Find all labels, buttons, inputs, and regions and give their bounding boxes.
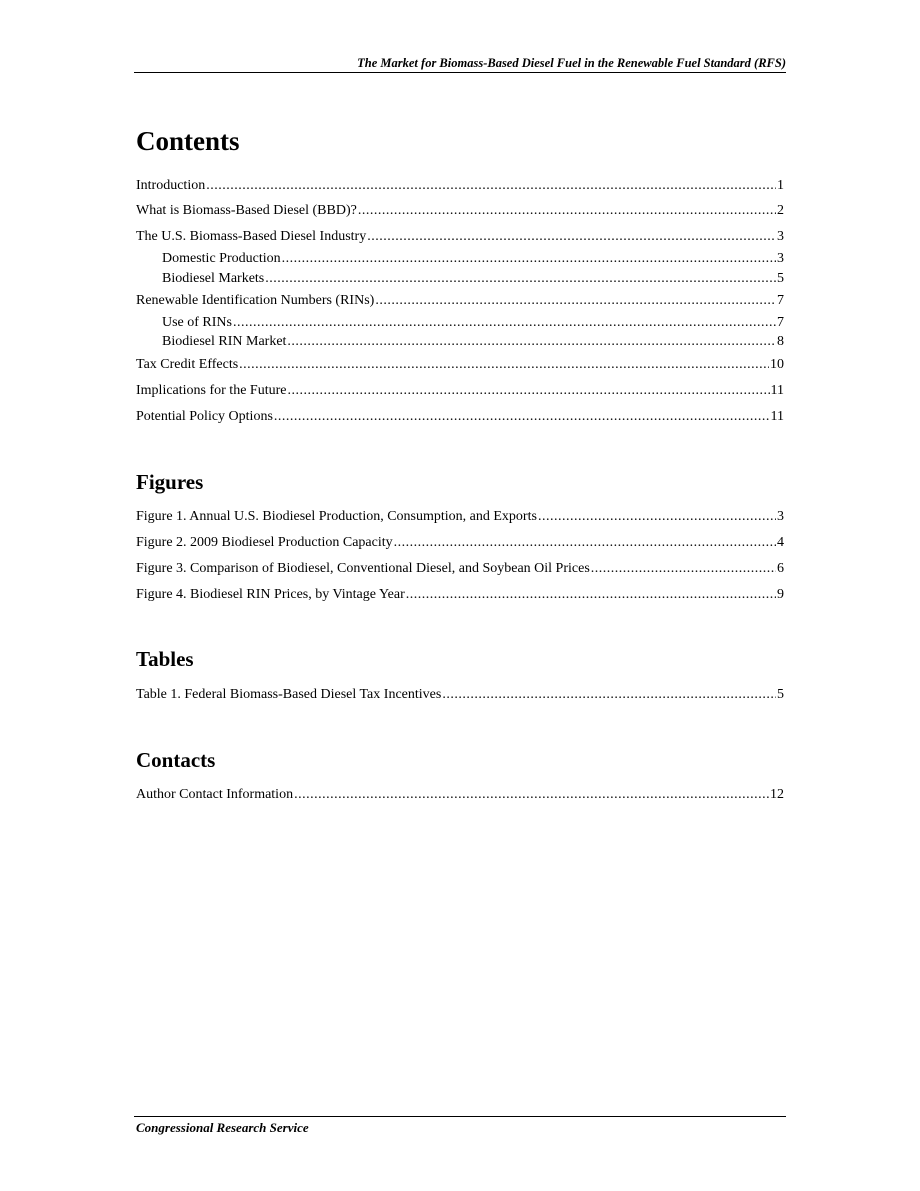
toc-entry-label: Implications for the Future (136, 383, 287, 398)
running-header: The Market for Biomass-Based Diesel Fuel in the Renewable Fuel Standard (RFS) (357, 56, 786, 70)
toc-entry-author-contact[interactable] (136, 786, 784, 804)
toc-entry-page: 3 (777, 229, 784, 244)
toc-entry-label: Table 1. Federal Biomass-Based Diesel Tax Incentives (136, 687, 442, 702)
toc-entry-figure-1[interactable] (136, 508, 784, 526)
dot-leader (287, 333, 776, 351)
toc-entry-figure-4[interactable] (136, 586, 784, 604)
dot-leader (367, 228, 776, 246)
toc-entry-page: 7 (777, 293, 784, 308)
dot-leader (406, 586, 776, 604)
toc-entry-page: 9 (777, 587, 784, 602)
toc-entry-label: Potential Policy Options (136, 409, 273, 424)
toc-entry-biodiesel-markets[interactable] (162, 270, 784, 288)
toc-entry-label: Figure 1. Annual U.S. Biodiesel Production, Consumption, and Exports (136, 509, 537, 524)
toc-entry-page: 7 (777, 315, 784, 330)
dot-leader (538, 508, 776, 526)
toc-entry-page: 3 (777, 251, 784, 266)
dot-leader (206, 177, 776, 195)
toc-entry-page: 8 (777, 334, 784, 349)
toc-entry-us-bbd-industry[interactable] (136, 228, 784, 246)
toc-entry-implications[interactable] (136, 382, 784, 400)
toc-entry-label: Biodiesel RIN Market (162, 334, 287, 349)
toc-entry-page: 12 (770, 787, 784, 802)
dot-leader (282, 250, 776, 268)
toc-entry-label: Introduction (136, 178, 206, 193)
toc-entry-label: Domestic Production (162, 251, 281, 266)
figures-heading: Figures (136, 470, 204, 494)
toc-entry-label: What is Biomass-Based Diesel (BBD)? (136, 203, 357, 218)
toc-entry-page: 2 (777, 203, 784, 218)
toc-entry-page: 3 (777, 509, 784, 524)
toc-entry-label: Biodiesel Markets (162, 271, 265, 286)
contacts-heading: Contacts (136, 748, 216, 772)
toc-entry-tax-credit-effects[interactable] (136, 356, 784, 374)
dot-leader (265, 270, 776, 288)
tables-heading: Tables (136, 647, 194, 671)
header-rule (134, 72, 786, 73)
dot-leader (394, 534, 776, 552)
dot-leader (442, 686, 776, 704)
toc-entry-what-is-bbd[interactable] (136, 202, 784, 220)
dot-leader (358, 202, 776, 220)
toc-entry-page: 4 (777, 535, 784, 550)
dot-leader (294, 786, 769, 804)
toc-entry-biodiesel-rin-market[interactable] (162, 333, 784, 351)
toc-entry-use-of-rins[interactable] (162, 314, 784, 332)
toc-entry-page: 5 (777, 271, 784, 286)
contents-heading: Contents (136, 126, 240, 156)
dot-leader (375, 292, 776, 310)
running-footer: Congressional Research Service (136, 1120, 309, 1135)
toc-entry-page: 5 (777, 687, 784, 702)
toc-entry-page: 11 (770, 383, 784, 398)
toc-entry-label: Figure 2. 2009 Biodiesel Production Capacity (136, 535, 393, 550)
dot-leader (591, 560, 776, 578)
dot-leader (233, 314, 776, 332)
dot-leader (239, 356, 769, 374)
toc-entry-label: Renewable Identification Numbers (RINs) (136, 293, 375, 308)
toc-entry-page: 10 (770, 357, 784, 372)
toc-entry-rins[interactable] (136, 292, 784, 310)
toc-entry-page: 6 (777, 561, 784, 576)
toc-entry-figure-2[interactable] (136, 534, 784, 552)
toc-entry-label: Author Contact Information (136, 787, 294, 802)
toc-entry-label: Figure 3. Comparison of Biodiesel, Conventional Diesel, and Soybean Oil Prices (136, 561, 590, 576)
toc-entry-label: Tax Credit Effects (136, 357, 239, 372)
toc-entry-label: Use of RINs (162, 315, 232, 330)
toc-entry-page: 11 (770, 409, 784, 424)
toc-entry-introduction[interactable] (136, 177, 784, 195)
toc-entry-figure-3[interactable] (136, 560, 784, 578)
toc-entry-domestic-production[interactable] (162, 250, 784, 268)
toc-entry-page: 1 (777, 178, 784, 193)
footer-rule (134, 1116, 786, 1117)
toc-entry-policy-options[interactable] (136, 408, 784, 426)
toc-entry-table-1[interactable] (136, 686, 784, 704)
toc-entry-label: Figure 4. Biodiesel RIN Prices, by Vintage Year (136, 587, 405, 602)
dot-leader (274, 408, 770, 426)
dot-leader (287, 382, 769, 400)
toc-entry-label: The U.S. Biomass-Based Diesel Industry (136, 229, 367, 244)
